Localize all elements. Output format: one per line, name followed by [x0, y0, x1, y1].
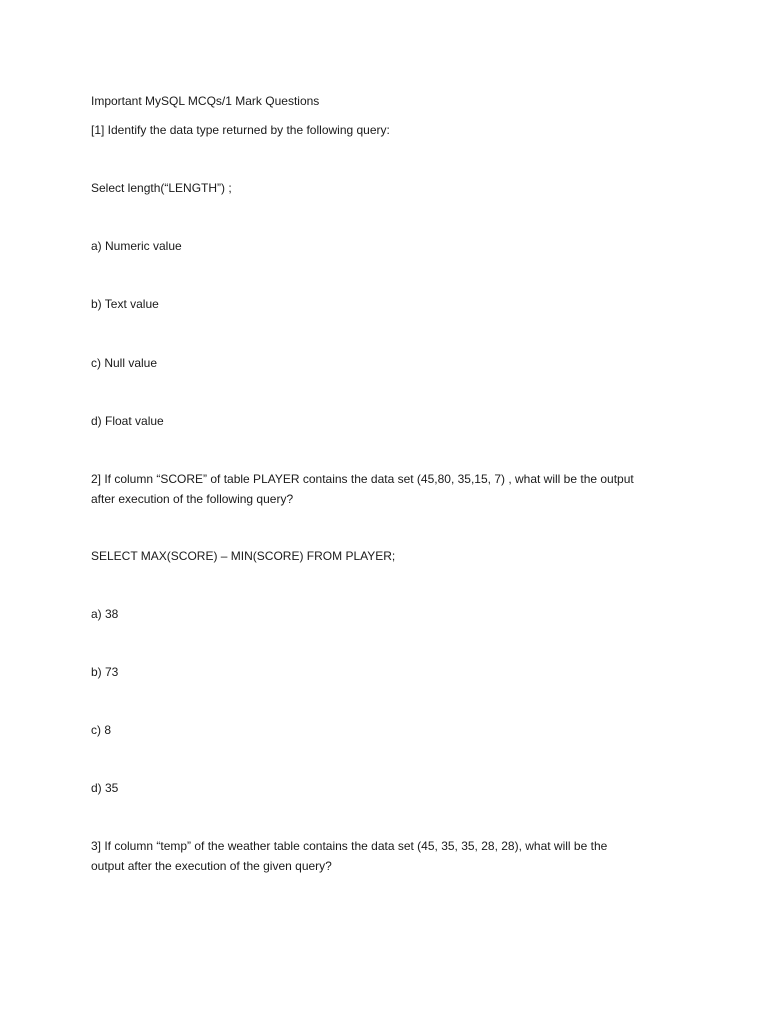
question-1-option-b: b) Text value [91, 297, 159, 311]
question-2-prompt-line-1: 2] If column “SCORE” of table PLAYER contains the data set (45,80, 35,15, 7) , what will be the output [91, 472, 634, 486]
question-2-query: SELECT MAX(SCORE) – MIN(SCORE) FROM PLAYER; [91, 549, 396, 563]
question-2-option-b: b) 73 [91, 665, 119, 679]
question-2-option-c: c) 8 [91, 723, 112, 737]
document-title: Important MySQL MCQs/1 Mark Questions [91, 94, 320, 108]
question-3-prompt-line-2: output after the execution of the given query? [91, 859, 332, 873]
question-1-query: Select length(“LENGTH”) ; [91, 181, 232, 195]
question-1-prompt: [1] Identify the data type returned by the following query: [91, 123, 390, 137]
question-1-option-d: d) Float value [91, 414, 164, 428]
question-3-prompt-line-1: 3] If column “temp” of the weather table contains the data set (45, 35, 35, 28, 28), what will be the [91, 839, 608, 853]
question-1-option-c: c) Null value [91, 356, 158, 370]
question-2-option-a: a) 38 [91, 607, 119, 621]
question-2-prompt-line-2: after execution of the following query? [91, 492, 294, 506]
question-2-option-d: d) 35 [91, 781, 119, 795]
question-1-option-a: a) Numeric value [91, 239, 182, 253]
